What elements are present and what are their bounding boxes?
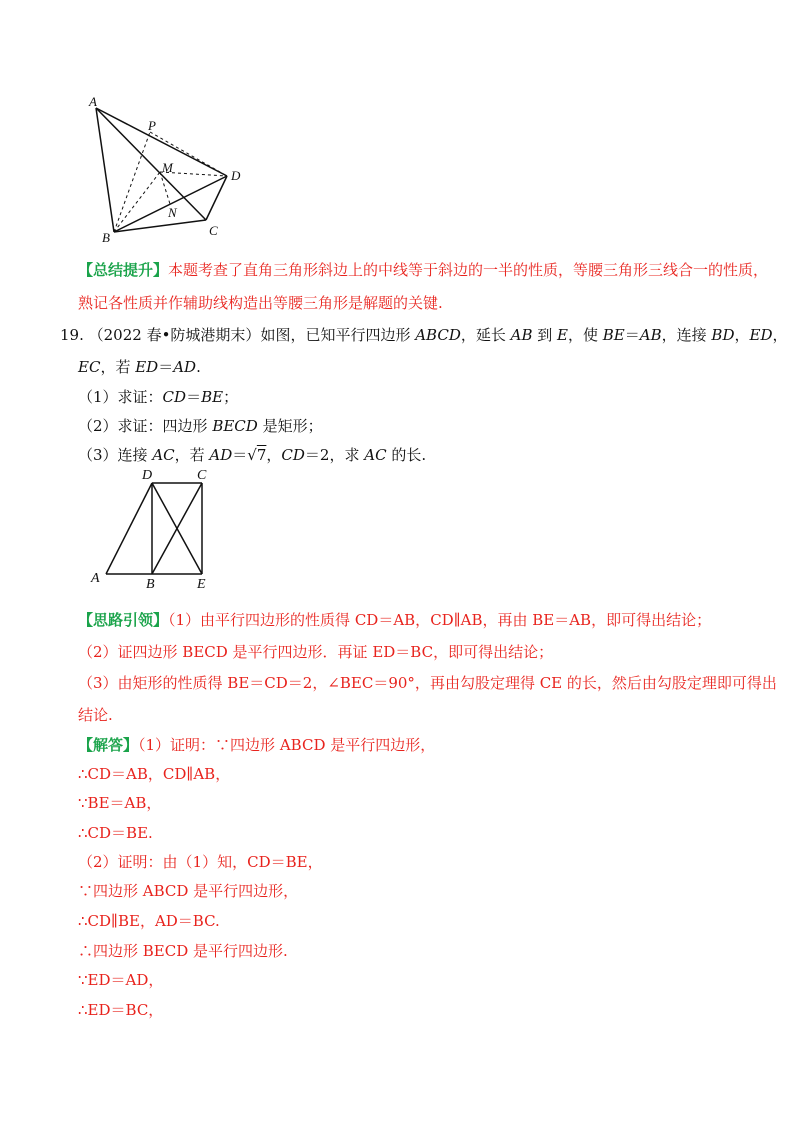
answer-line-5: （2）证明：由（1）知，CD＝BE， (78, 853, 323, 871)
stem-1n: ED (749, 326, 773, 344)
label-a2: A (91, 571, 100, 586)
figure-quadrilateral-apmnd (86, 92, 256, 244)
answer-line-7: ∴CD∥BE，AD＝BC. (78, 912, 220, 930)
q3-j: AC (364, 446, 387, 464)
hint-text-1: （1）由平行四边形的性质得 CD＝AB，CD∥AB，再由 BE＝AB，即可得出结论； (168, 611, 712, 629)
stem-1e: 到 (532, 326, 558, 344)
answer-line-8: ∴四边形 BECD 是平行四边形. (78, 942, 288, 960)
answer-line-3: ∵BE＝AB， (78, 794, 162, 812)
hint-line-3: （3）由矩形的性质得 BE＝CD＝2，∠BEC＝90°，再由勾股定理得 CE 的长，然后由勾股定理即可得出 (78, 674, 777, 692)
stem-1c: ，延长 (460, 326, 511, 344)
answer-line-10: ∴ED＝BC， (78, 1001, 164, 1019)
question-3 (78, 445, 426, 465)
problem-stem-line-2 (78, 357, 201, 377)
q3-c: ，若 (174, 446, 210, 464)
answer-line-1 (78, 735, 435, 755)
stem-2a: EC (78, 358, 101, 376)
label-n: N (168, 205, 177, 220)
label-b: B (102, 230, 110, 244)
stem-1g: ，使 (568, 326, 603, 344)
stem-2e: AD (173, 358, 197, 376)
q3-k: 的长. (386, 446, 427, 464)
stem-1m: ， (734, 326, 750, 344)
stem-1k: ，连接 (661, 326, 712, 344)
hint-line-4: 结论. (78, 706, 113, 724)
hint-line-1 (78, 610, 711, 630)
q3-g: ， (266, 446, 282, 464)
hint-tag: 【思路引领】 (78, 611, 169, 629)
summary-line-2: 熟记各性质并作辅助线构造出等腰三角形是解题的关键. (78, 294, 443, 312)
q1-a: （1）求证： (78, 388, 163, 406)
answer-line-4: ∴CD＝BE. (78, 824, 153, 842)
stem-1d: AB (510, 326, 533, 344)
answer-text-1: （1）证明：∵四边形 ABCD 是平行四边形， (138, 736, 436, 754)
dash-bm (114, 172, 160, 232)
label-c: C (209, 223, 218, 238)
problem-source: （2022 春•防城港期末） (88, 326, 261, 344)
answer-line-6: ∵四边形 ABCD 是平行四边形， (78, 882, 299, 900)
edge-bc (114, 220, 206, 232)
stem-1h: BE (602, 326, 625, 344)
edge-ab (96, 108, 114, 232)
stem-1i: ＝ (624, 326, 640, 344)
label-e2: E (197, 577, 206, 590)
question-1 (78, 387, 238, 407)
figure2-svg (86, 466, 216, 590)
stem-1l: BD (711, 326, 735, 344)
label-c2: C (197, 468, 207, 483)
answer-tag: 【解答】 (78, 736, 139, 754)
q3-h: CD (281, 446, 305, 464)
stem-2d: ＝ (158, 358, 174, 376)
question-2 (78, 416, 323, 436)
q2-b: BECD (212, 417, 258, 435)
q3-i: ＝2，求 (304, 446, 365, 464)
edge-ad2 (106, 483, 152, 574)
q1-e: ； (223, 388, 239, 406)
q3-a: （3）连接 (78, 446, 153, 464)
stem-1o: ， (772, 326, 788, 344)
problem-number: 19. (60, 326, 84, 344)
q3-f: 7 (256, 446, 267, 464)
dash-mn (160, 172, 170, 204)
summary-line-1 (78, 260, 768, 280)
q1-b: CD (162, 388, 187, 406)
summary-tag: 【总结提升】 (78, 261, 169, 279)
figure-rectangle-becd (86, 466, 216, 590)
figure1-svg (86, 92, 256, 244)
hint-line-2: （2）证四边形 BECD 是平行四边形．再证 ED＝BC，即可得出结论； (78, 643, 554, 661)
label-p: P (148, 118, 156, 133)
q3-e: ＝ (232, 446, 248, 464)
q1-d: BE (201, 388, 224, 406)
q2-a: （2）求证：四边形 (78, 417, 213, 435)
summary-text-1: 本题考查了直角三角形斜边上的中线等于斜边的一半的性质，等腰三角形三线合一的性质， (168, 261, 769, 279)
q2-c: 是矩形； (257, 417, 323, 435)
problem-stem-line-1 (60, 325, 788, 345)
q3-d: AD (209, 446, 233, 464)
edge-cd (206, 176, 227, 220)
label-b2: B (146, 577, 155, 590)
stem-2c: ED (135, 358, 159, 376)
stem-1f: E (557, 326, 568, 344)
answer-line-2: ∴CD＝AB，CD∥AB， (78, 765, 231, 783)
q3-b: AC (152, 446, 175, 464)
answer-line-9: ∵ED＝AD， (78, 971, 164, 989)
sqrt-icon: √ (247, 446, 257, 464)
label-d2: D (142, 468, 153, 483)
stem-1a: 如图，已知平行四边形 (260, 326, 416, 344)
label-d: D (231, 168, 241, 183)
label-a: A (89, 94, 97, 109)
stem-1j: AB (639, 326, 662, 344)
stem-1b: ABCD (415, 326, 461, 344)
q1-c: ＝ (186, 388, 202, 406)
stem-2b: ，若 (100, 358, 136, 376)
stem-2f: . (196, 358, 201, 376)
label-m: M (162, 160, 173, 175)
